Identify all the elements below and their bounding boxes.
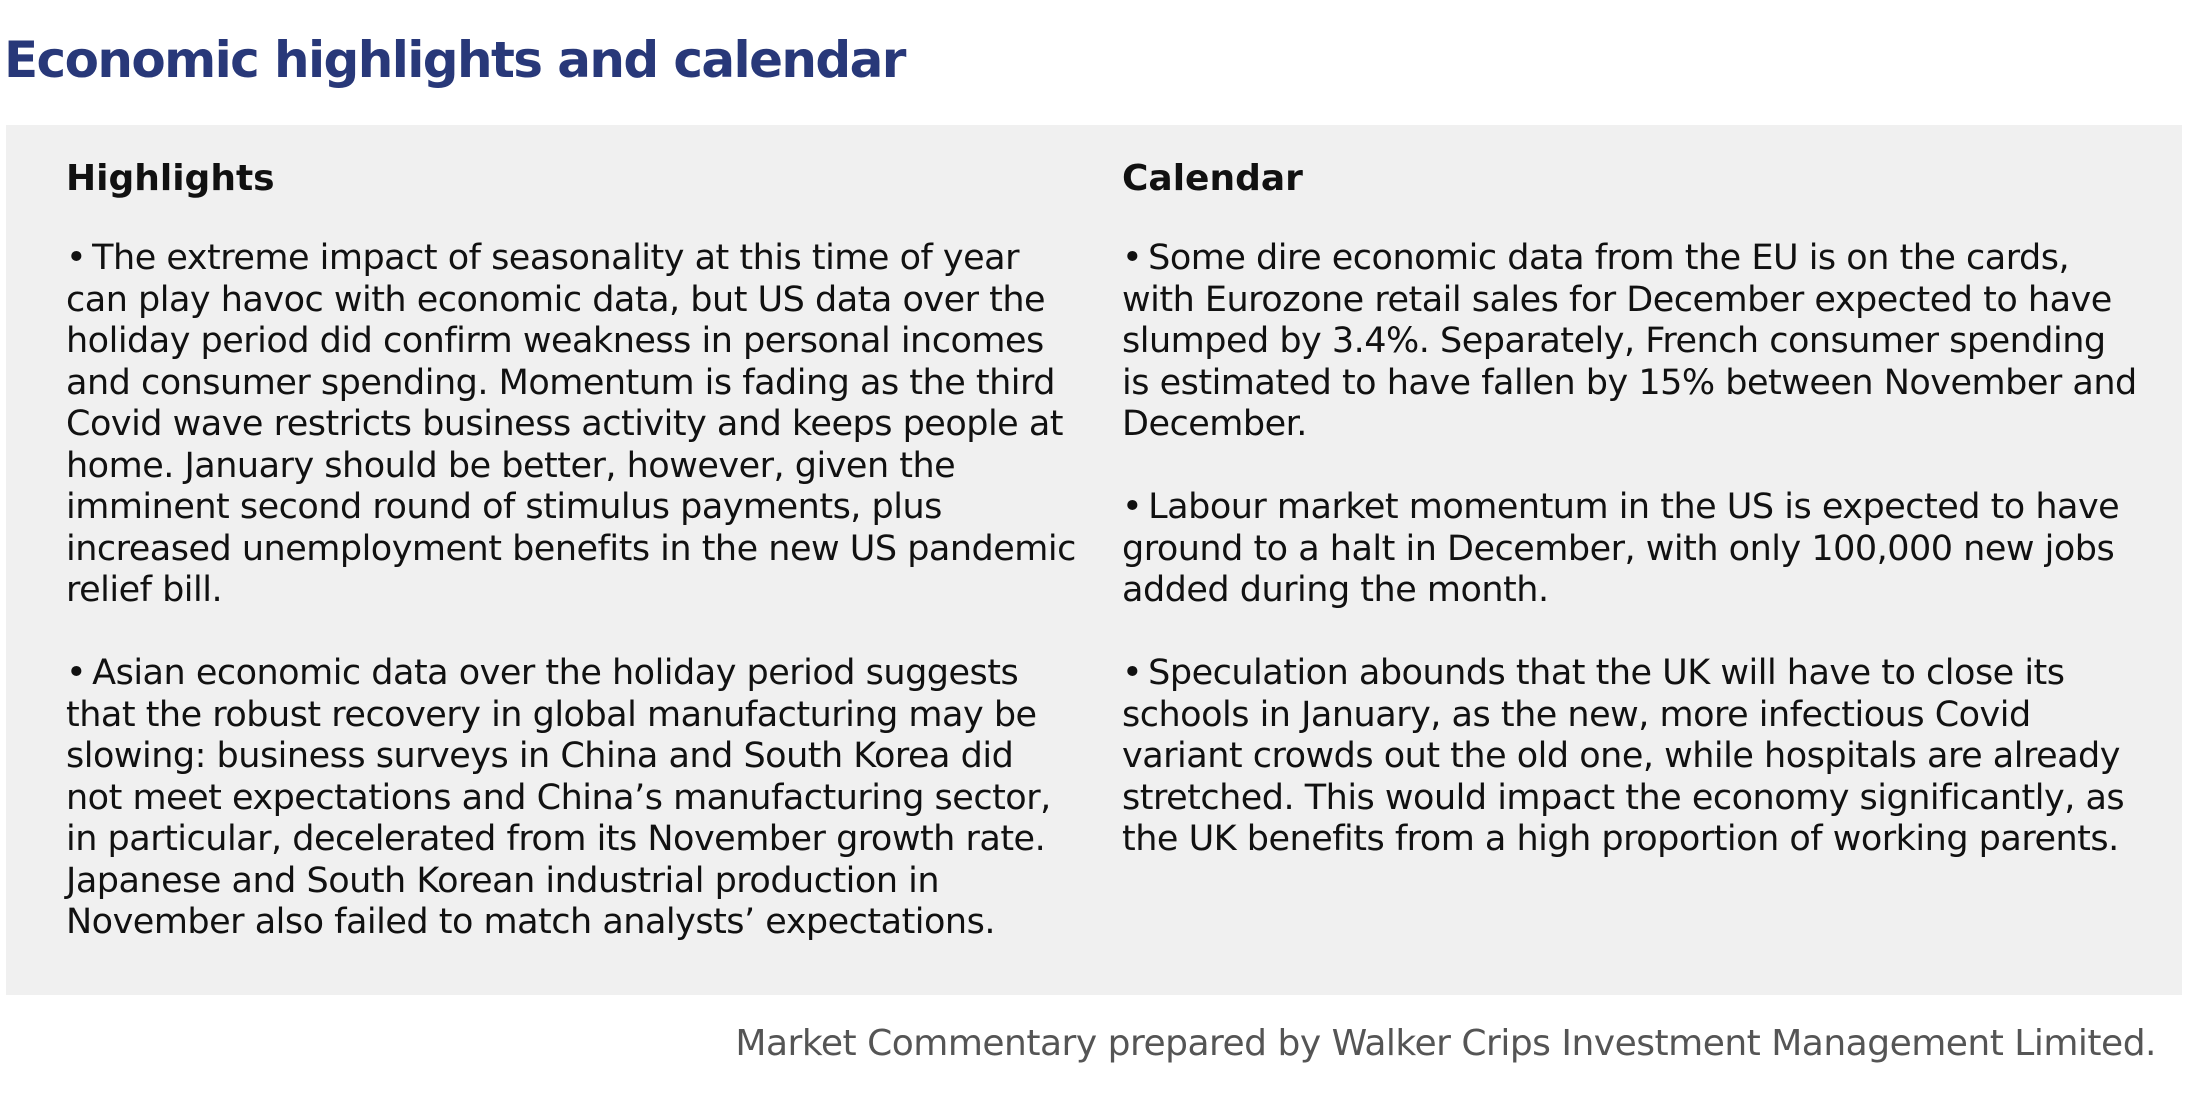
highlight-item-text: Asian economic data over the holiday period suggests that the robust recovery in global manufacturing may be slowing: business surveys in China and South Korea did not meet expectations and China’s manufacturing sector, in particular, decelerated from its November growth rate. Japanese and South Korean industrial production in November also failed to match analysts’ expectations.: [66, 653, 1051, 942]
highlights-heading: Highlights: [66, 158, 275, 199]
content-panel: [6, 125, 2182, 995]
bullet-icon: •: [66, 238, 87, 278]
calendar-item-text: Speculation abounds that the UK will have to close its schools in January, as the new, more infectious Covid variant crowds out the old one, while hospitals are already stretched. This would impact the economy significantly, as the UK benefits from a high proportion of working parents.: [1122, 653, 2125, 859]
highlight-item: [66, 653, 1076, 944]
calendar-item: [1122, 238, 2142, 446]
bullet-icon: •: [66, 653, 87, 693]
calendar-item-text: Some dire economic data from the EU is on the cards, with Eurozone retail sales for December expected to have slumped by 3.4%. Separately, French consumer spending is estimated to have fallen by 15% between November and December.: [1122, 238, 2137, 444]
calendar-heading: Calendar: [1122, 158, 1303, 199]
highlight-item-text: The extreme impact of seasonality at this time of year can play havoc with economic data, but US data over the holiday period did confirm weakness in personal incomes and consumer spending. Momentum is fading as the third Covid wave restricts business activity and keeps people at home. January should be better, however, given the imminent second round of stimulus payments, plus increased unemployment benefits in the new US pandemic relief bill.: [66, 238, 1076, 610]
footer-attribution: Market Commentary prepared by Walker Crips Investment Management Limited.: [735, 1023, 2156, 1064]
calendar-item-text: Labour market momentum in the US is expected to have ground to a halt in December, with only 100,000 new jobs added during the month.: [1122, 487, 2120, 610]
bullet-icon: •: [1122, 653, 1143, 693]
page-title: Economic highlights and calendar: [4, 31, 905, 89]
highlight-item: [66, 238, 1076, 612]
calendar-item: [1122, 487, 2142, 612]
bullet-icon: •: [1122, 487, 1143, 527]
bullet-icon: •: [1122, 238, 1143, 278]
calendar-item: [1122, 653, 2142, 861]
calendar-list: [1122, 238, 2142, 902]
highlights-list: [66, 238, 1076, 985]
